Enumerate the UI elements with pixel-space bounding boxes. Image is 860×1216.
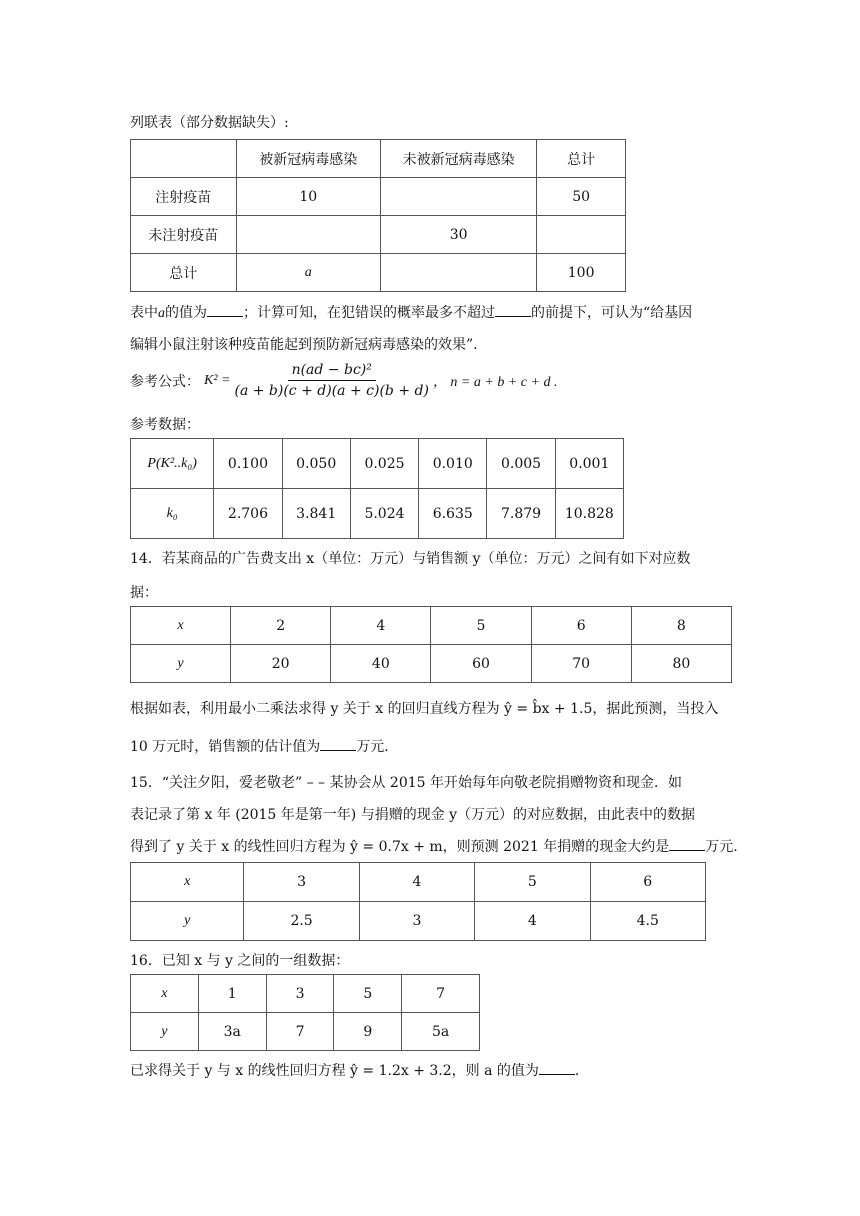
table-cell — [537, 216, 626, 254]
table-cell: 1 — [198, 975, 266, 1013]
table-cell: 注射疫苗 — [131, 178, 237, 216]
q15-table — [130, 862, 706, 941]
table-cell: 70 — [531, 645, 631, 683]
table-cell: 2 — [231, 607, 331, 645]
table-cell: 10 — [236, 178, 380, 216]
table-cell: 0.001 — [555, 439, 623, 489]
formula-fraction: $\frac{\text{n(ad − bc)²}}{(a + b)(c + d)(a + c)(b + d)}$ — [234, 362, 429, 399]
reference-formula: 参考公式： K² = $\frac{\text{n(ad − bc)²}}{(a + b)(c + d)(a + c)(b + d)}$ ， n = a + b + c + d . — [130, 362, 558, 399]
table-cell: 100 — [537, 254, 626, 292]
table-cell: x — [131, 607, 231, 645]
table-cell: 0.050 — [282, 439, 350, 489]
table-cell: a — [236, 254, 380, 292]
table-cell: 4.5 — [590, 902, 705, 941]
table-cell: 5.024 — [350, 489, 418, 539]
q14-table — [130, 606, 732, 683]
q14-line1: 14．若某商品的广告费支出 x（单位：万元）与销售额 y（单位：万元）之间有如下对应数 — [130, 551, 691, 567]
table-cell: 3a — [198, 1013, 266, 1051]
table-cell: 7 — [266, 1013, 334, 1051]
contingency-table — [130, 139, 626, 292]
table-cell — [380, 178, 536, 216]
q15-line3: 得到了 y 关于 x 的线性回归方程为 ŷ = 0.7x + m，则预测 2021 年捐赠的现金大约是 万元. — [130, 839, 738, 855]
reference-data-label: 参考数据： — [130, 417, 200, 433]
table-cell: 2.706 — [214, 489, 282, 539]
table-cell: 6 — [590, 863, 705, 902]
table-cell: 0.005 — [487, 439, 555, 489]
table-cell — [131, 140, 237, 178]
answer-blank — [207, 304, 243, 317]
table-cell: 7 — [402, 975, 480, 1013]
table-cell: 10.828 — [555, 489, 623, 539]
table-cell: 5 — [334, 975, 402, 1013]
critical-values-table — [130, 438, 624, 539]
q16-line2: 已求得关于 y 与 x 的线性回归方程 ŷ = 1.2x + 3.2，则 a 的值为 . — [130, 1063, 580, 1079]
q15-line2: 表记录了第 x 年 (2015 年是第一年) 与捐赠的现金 y（万元）的对应数据，由此表中的数据 — [130, 807, 696, 823]
table-cell: y — [131, 1013, 199, 1051]
table-cell: 0.025 — [350, 439, 418, 489]
table-cell: 5 — [431, 607, 531, 645]
table-cell: 9 — [334, 1013, 402, 1051]
table-cell: 4 — [359, 863, 474, 902]
table-cell: P(K²..k₀) — [131, 439, 214, 489]
table-cell: 3 — [266, 975, 334, 1013]
q13-line1: 表中a的值为 ；计算可知，在犯错误的概率最多不超过 的前提下，可认为“给基因 — [130, 305, 693, 321]
answer-blank — [669, 838, 705, 851]
table-cell: 20 — [231, 645, 331, 683]
answer-blank — [539, 1062, 575, 1075]
q16-table — [130, 974, 480, 1051]
table-cell: x — [131, 863, 244, 902]
table-cell — [236, 216, 380, 254]
table-cell: 7.879 — [487, 489, 555, 539]
answer-blank — [320, 738, 356, 751]
table-cell: 3 — [244, 863, 359, 902]
table-cell: 6 — [531, 607, 631, 645]
table-cell: 4 — [475, 902, 590, 941]
table-cell: 0.100 — [214, 439, 282, 489]
table-cell: 60 — [431, 645, 531, 683]
q14-line3: 根据如表，利用最小二乘法求得 y 关于 x 的回归直线方程为 ŷ = b̂x + 1.5，据此预测，当投入 — [130, 701, 719, 717]
table-cell: y — [131, 902, 244, 941]
table-cell: 5a — [402, 1013, 480, 1051]
table-cell: 6.635 — [419, 489, 487, 539]
table-cell: 总计 — [537, 140, 626, 178]
q14-line4: 10 万元时，销售额的估计值为 万元. — [130, 739, 389, 755]
table-cell: 未注射疫苗 — [131, 216, 237, 254]
table-cell: 40 — [331, 645, 431, 683]
table-cell: 0.010 — [419, 439, 487, 489]
intro-text: 列联表（部分数据缺失）: — [130, 115, 289, 131]
q15-line1: 15．“关注夕阳，爱老敬老” – – 某协会从 2015 年开始每年向敬老院捐赠物资和现金．如 — [130, 775, 683, 791]
table-cell: k₀ — [131, 489, 214, 539]
q13-line2: 编辑小鼠注射该种疫苗能起到预防新冠病毒感染的效果”. — [130, 337, 478, 353]
table-cell — [380, 254, 536, 292]
table-cell: x — [131, 975, 199, 1013]
table-cell: 未被新冠病毒感染 — [380, 140, 536, 178]
table-cell: 8 — [631, 607, 731, 645]
table-cell: y — [131, 645, 231, 683]
table-cell: 总计 — [131, 254, 237, 292]
table-cell: 3.841 — [282, 489, 350, 539]
table-cell: 50 — [537, 178, 626, 216]
q14-line2: 据： — [130, 585, 158, 601]
table-cell: 4 — [331, 607, 431, 645]
q16-line1: 16．已知 x 与 y 之间的一组数据： — [130, 953, 350, 969]
answer-blank — [495, 304, 531, 317]
table-cell: 80 — [631, 645, 731, 683]
table-cell: 30 — [380, 216, 536, 254]
table-cell: 3 — [359, 902, 474, 941]
table-cell: 2.5 — [244, 902, 359, 941]
table-cell: 5 — [475, 863, 590, 902]
table-cell: 被新冠病毒感染 — [236, 140, 380, 178]
